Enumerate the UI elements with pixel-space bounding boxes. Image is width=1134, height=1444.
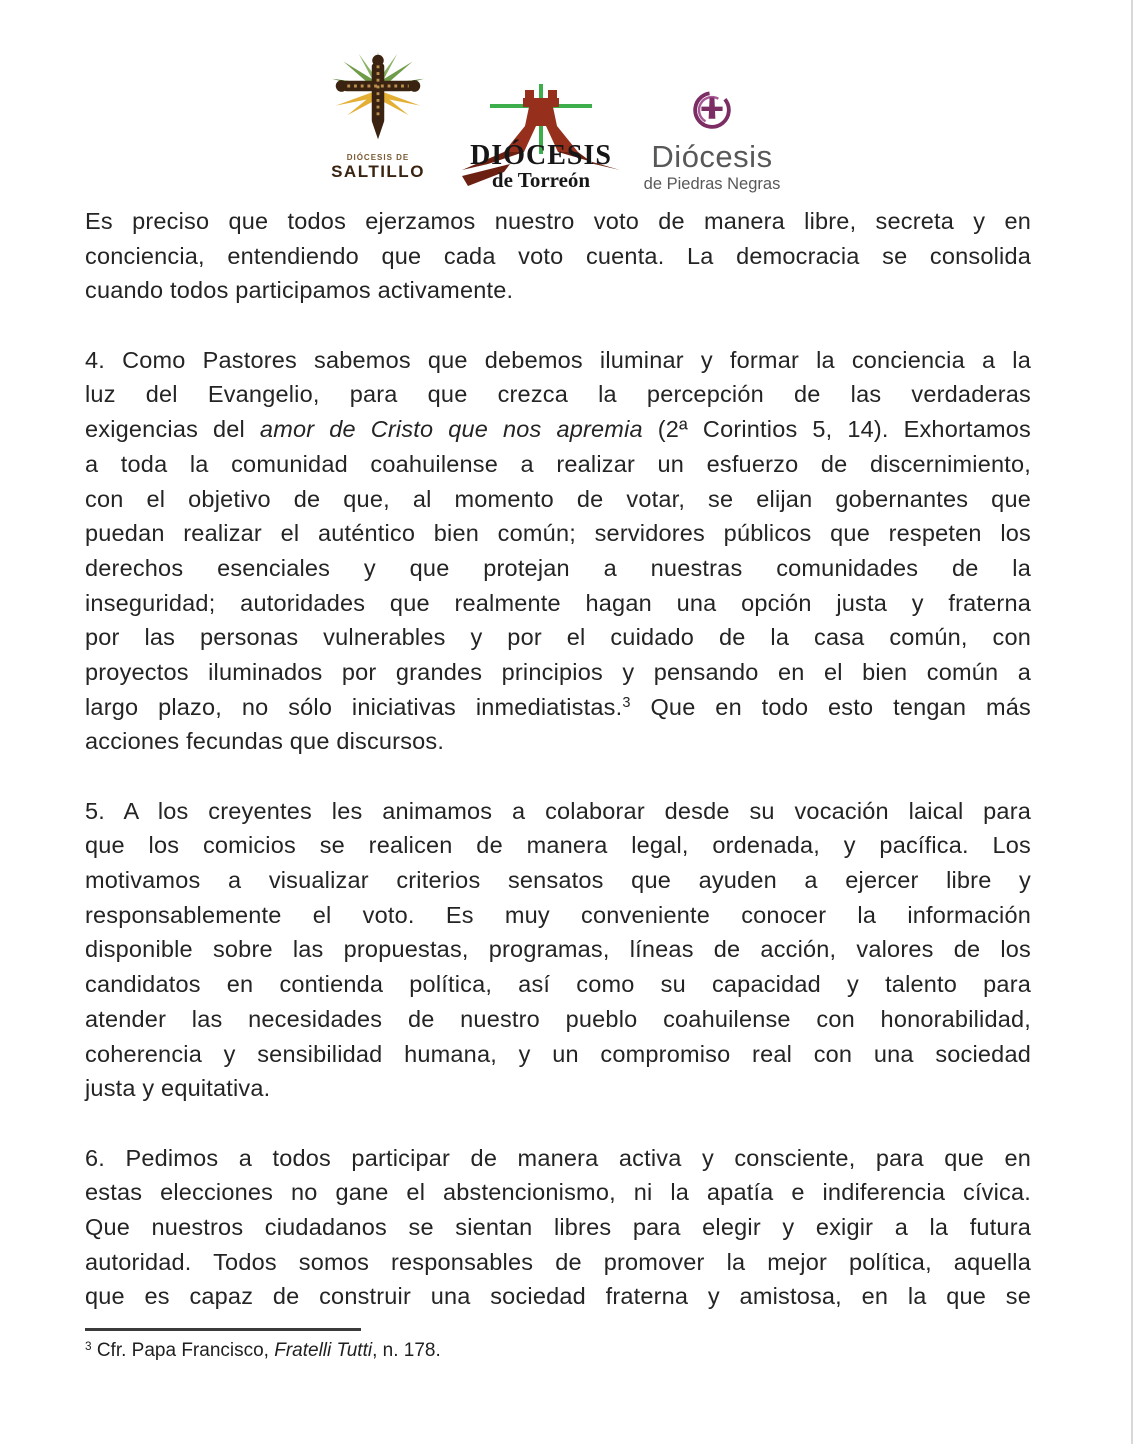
saltillo-caption: SALTILLO <box>331 162 425 181</box>
text-run: a toda la comunidad coahuilense a realizar un esfuerzo de discernimiento, <box>85 450 1031 477</box>
text-run: 5. A los creyentes les animamos a colaborar desde su vocación laical para <box>85 797 1031 824</box>
text-run: Que nuestros ciudadanos se sientan libres para elegir y exigir a la futura <box>85 1213 1031 1240</box>
text-line <box>85 1175 1031 1210</box>
footnote-marker: 3 <box>622 695 631 712</box>
document-body <box>85 204 1031 1314</box>
text-line <box>85 724 1031 759</box>
text-run: atender las necesidades de nuestro pueblo coahuilense con honorabilidad, <box>85 1005 1031 1032</box>
text-run: , n. 178. <box>372 1340 441 1361</box>
text-run: disponible sobre las propuestas, programas, líneas de acción, valores de los <box>85 936 1031 963</box>
text-line <box>85 898 1031 933</box>
text-run: exigencias del <box>85 416 260 443</box>
torreon-subtitle: de Torreón <box>491 168 591 192</box>
text-run: cuando todos participamos activamente. <box>85 277 514 304</box>
piedras-negras-ring-cross-icon <box>687 86 737 136</box>
footnote-separator <box>85 1328 361 1331</box>
text-line <box>85 343 1031 378</box>
text-run: motivamos a visualizar criterios sensatos que ayuden a ejercer libre y <box>85 867 1031 894</box>
text-run: responsablemente el voto. Es muy conveniente conocer la información <box>85 901 1031 928</box>
text-run: derechos esenciales y que protejan a nuestras comunidades de la <box>85 554 1031 581</box>
footnote <box>85 1340 985 1362</box>
text-run: conciencia, entendiendo que cada voto cuenta. La democracia se consolida <box>85 242 1031 269</box>
logo-diocesis-saltillo <box>318 50 438 182</box>
logo-diocesis-piedras-negras <box>632 86 792 194</box>
text-run: Que en todo esto tengan más <box>630 693 1031 720</box>
text-run: amor de Cristo que nos apremia <box>259 416 643 443</box>
text-line <box>85 690 1031 725</box>
logo-diocesis-torreon <box>446 84 636 196</box>
text-line <box>85 239 1031 274</box>
text-line <box>85 1245 1031 1280</box>
text-line <box>85 377 1031 412</box>
text-run: proyectos iluminados por grandes principios y pensando en el bien común a <box>85 658 1031 685</box>
text-line <box>85 1002 1031 1037</box>
text-line <box>85 482 1031 517</box>
text-line <box>85 273 1031 308</box>
text-run: autoridad. Todos somos responsables de promover la mejor política, aquella <box>85 1248 1031 1275</box>
text-line <box>85 551 1031 586</box>
text-run: por las personas vulnerables y por el cuidado de la casa común, con <box>85 624 1031 651</box>
text-run: acciones fecundas que discursos. <box>85 728 445 755</box>
text-run: estas elecciones no gane el abstencionismo, ni la apatía e indiferencia cívica. <box>85 1179 1031 1206</box>
piedras-negras-subtitle: de Piedras Negras <box>643 174 781 193</box>
text-run: inseguridad; autoridades que realmente hagan una opción justa y fraterna <box>85 589 1031 616</box>
text-line <box>85 586 1031 621</box>
footnote-marker: 3 <box>85 1340 92 1354</box>
paragraph-intro <box>85 204 1031 308</box>
text-line <box>85 1037 1031 1072</box>
text-run: candidatos en contienda política, así como su capacidad y talento para <box>85 971 1031 998</box>
text-line <box>85 863 1031 898</box>
text-run: con el objetivo de que, al momento de votar, se elijan gobernantes que <box>85 485 1031 512</box>
text-line <box>85 932 1031 967</box>
text-run: que los comicios se realicen de manera legal, ordenada, y pacífica. Los <box>85 832 1031 859</box>
text-run: (2ª Corintios 5, 14). Exhortamos <box>642 416 1031 443</box>
text-run: justa y equitativa. <box>85 1075 271 1102</box>
text-run: Es preciso que todos ejerzamos nuestro voto de manera libre, secreta y en <box>85 208 1031 234</box>
text-line <box>85 1210 1031 1245</box>
text-line <box>85 412 1031 447</box>
paragraph-4 <box>85 343 1031 759</box>
saltillo-cross-icon <box>320 50 436 146</box>
paragraph-6 <box>85 1141 1031 1314</box>
text-line <box>85 1071 1031 1106</box>
text-run: que es capaz de construir una sociedad fraterna y amistosa, en la que se <box>85 1283 1031 1310</box>
text-run: luz del Evangelio, para que crezca la percepción de las verdaderas <box>85 381 1031 408</box>
text-line <box>85 1279 1031 1314</box>
text-run: Fratelli Tutti <box>274 1340 373 1361</box>
text-line <box>85 1141 1031 1176</box>
text-line <box>85 447 1031 482</box>
text-line <box>85 620 1031 655</box>
saltillo-caption-small: DIÓCESIS DE <box>346 153 410 162</box>
text-run: coherencia y sensibilidad humana, y un compromiso real con una sociedad <box>85 1040 1031 1067</box>
text-run: 6. Pedimos a todos participar de manera activa y consciente, para que en <box>85 1144 1031 1171</box>
text-run: Cfr. Papa Francisco, <box>91 1340 275 1361</box>
torreon-title: DIÓCESIS <box>470 140 612 171</box>
text-run: 4. Como Pastores sabemos que debemos iluminar y formar la conciencia a la <box>85 346 1031 373</box>
text-line <box>85 204 1031 239</box>
text-line <box>85 655 1031 690</box>
paragraph-5 <box>85 794 1031 1106</box>
text-line <box>85 828 1031 863</box>
text-line <box>85 967 1031 1002</box>
piedras-negras-title: Diócesis <box>651 139 773 174</box>
text-line <box>85 516 1031 551</box>
text-line <box>85 794 1031 829</box>
text-run: largo plazo, no sólo iniciativas inmediatistas. <box>85 693 623 720</box>
text-run: puedan realizar el auténtico bien común; servidores públicos que respeten los <box>85 520 1031 547</box>
page-right-edge <box>1131 0 1133 1444</box>
